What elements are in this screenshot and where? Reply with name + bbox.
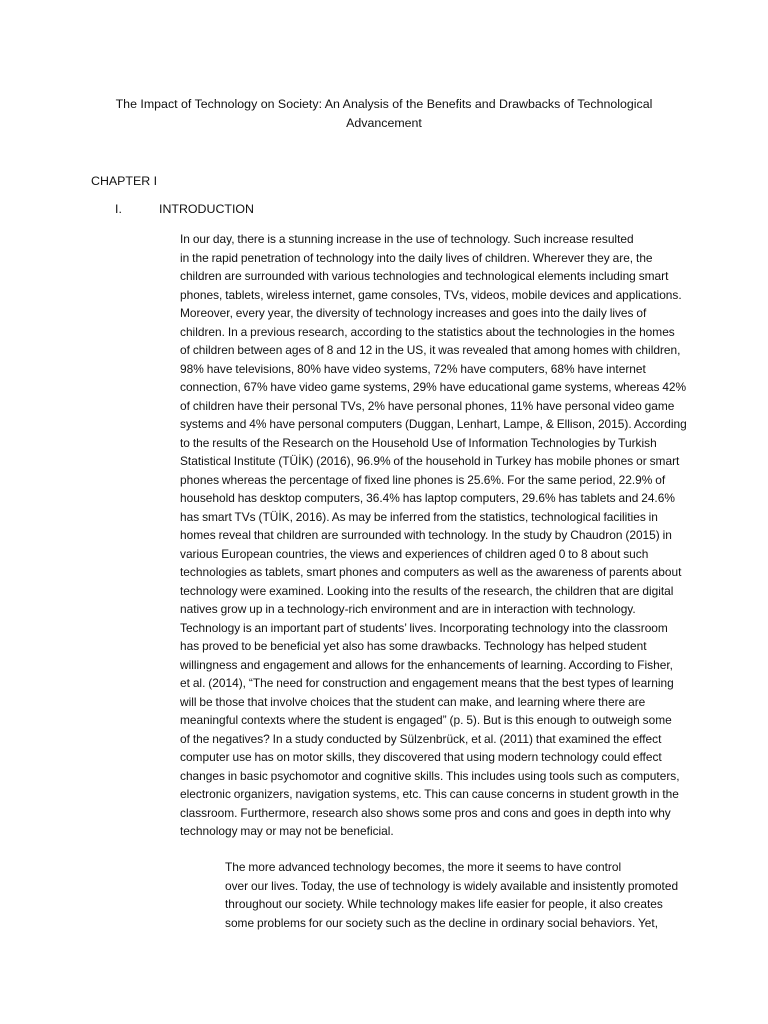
text-line: children are surrounded with various technologies and technological elements including smart	[180, 269, 669, 283]
document-title: The Impact of Technology on Society: An Analysis of the Benefits and Drawbacks of Technological Advancement	[115, 97, 653, 130]
text-line: natives grow up in a technology-rich environment and are in interaction with technology.	[180, 602, 636, 616]
text-line: In our day, there is a stunning increase in the use of technology. Such increase resulted	[180, 232, 634, 246]
text-line: electronic organizers, navigation systems, etc. This can cause concerns in student growth in the	[180, 787, 679, 801]
text-line: some problems for our society such as the decline in ordinary social behaviors. Yet,	[225, 915, 658, 930]
text-line: computer use has on motor skills, they discovered that using modern technology could effect	[180, 750, 662, 764]
text-line: Moreover, every year, the diversity of technology increases and goes into the daily lives of	[180, 306, 647, 320]
text-line: Statistical Institute (TÜİK) (2016), 96.9% of the household in Turkey has mobile phones or smart	[180, 454, 680, 468]
text-line: et al. (2014), “The need for construction and engagement means that the best types of learning	[180, 676, 674, 690]
text-line: phones, tablets, wireless internet, game consoles, TVs, videos, mobile devices and applications.	[180, 287, 682, 302]
text-line: technology were examined. Looking into the results of the research, the children that are digital	[180, 583, 674, 598]
text-line: 98% have televisions, 80% have video systems, 72% have computers, 68% have internet	[180, 361, 646, 376]
text-line: has smart TVs (TÜİK, 2016). As may be inferred from the statistics, technological facilities in	[180, 509, 658, 524]
text-line: meaningful contexts where the student is engaged” (p. 5). But is this enough to outweigh some	[180, 713, 672, 727]
paragraph-introduction	[136, 230, 687, 841]
text-line: household has desktop computers, 36.4% has laptop computers, 29.6% has tablets and 24.6%	[180, 491, 675, 505]
text-line: children. In a previous research, according to the statistics about the technologies in the homes	[180, 324, 675, 339]
text-line: changes in basic psychomotor and cognitive skills. This includes using tools such as computers,	[180, 768, 680, 783]
text-line: of children between ages of 8 and 12 in the US, it was revealed that among homes with children,	[180, 343, 681, 357]
text-line: phones whereas the percentage of fixed line phones is 25.6%. For the same period, 22.9% of	[180, 472, 666, 487]
text-line: connection, 67% have video game systems, 29% have educational game systems, whereas 42%	[180, 380, 687, 394]
text-line: of children have their personal TVs, 2% have personal phones, 11% have personal video game	[180, 398, 675, 413]
text-line: various European countries, the views and experiences of children aged 0 to 8 about such	[180, 546, 649, 561]
text-line: homes reveal that children are surrounded with technology. In the study by Chaudron (2015) in	[180, 528, 672, 542]
section-number: I.	[115, 202, 122, 216]
chapter-heading: CHAPTER I	[91, 174, 158, 188]
text-line: technology may or may not be beneficial.	[180, 824, 394, 838]
section-heading: INTRODUCTION	[159, 202, 254, 216]
text-line: technologies as tablets, smart phones and computers as well as the awareness of parents about	[180, 565, 682, 579]
text-line: systems and 4% have personal computers (Duggan, Lenhart, Lampe, & Ellison, 2015). According	[180, 417, 687, 431]
text-line: classroom. Furthermore, research also shows some pros and cons and goes in depth into why	[180, 805, 671, 820]
text-line: The more advanced technology becomes, the more it seems to have control	[225, 860, 622, 874]
text-line: willingness and engagement and allows for the enhancements of learning. According to Fisher,	[180, 657, 673, 672]
text-line: will be those that involve choices that the student can make, and learning where there are	[180, 694, 646, 709]
text-line: has proved to be beneficial yet also has some drawbacks. Technology has helped student	[180, 639, 647, 653]
paragraph-second	[181, 858, 679, 932]
text-line: throughout our society. While technology makes life easier for people, it also creates	[225, 897, 663, 911]
text-line: of the negatives? In a study conducted by Sülzenbrück, et al. (2011) that examined the effect	[180, 731, 662, 746]
text-line: in the rapid penetration of technology into the daily lives of children. Wherever they are, the	[180, 250, 653, 265]
text-line: over our lives. Today, the use of technology is widely available and insistently promoted	[225, 878, 679, 893]
text-line: Technology is an important part of students’ lives. Incorporating technology into the classroom	[180, 620, 668, 635]
text-line: to the results of the Research on the Household Use of Information Technologies by Turkish	[180, 435, 657, 450]
